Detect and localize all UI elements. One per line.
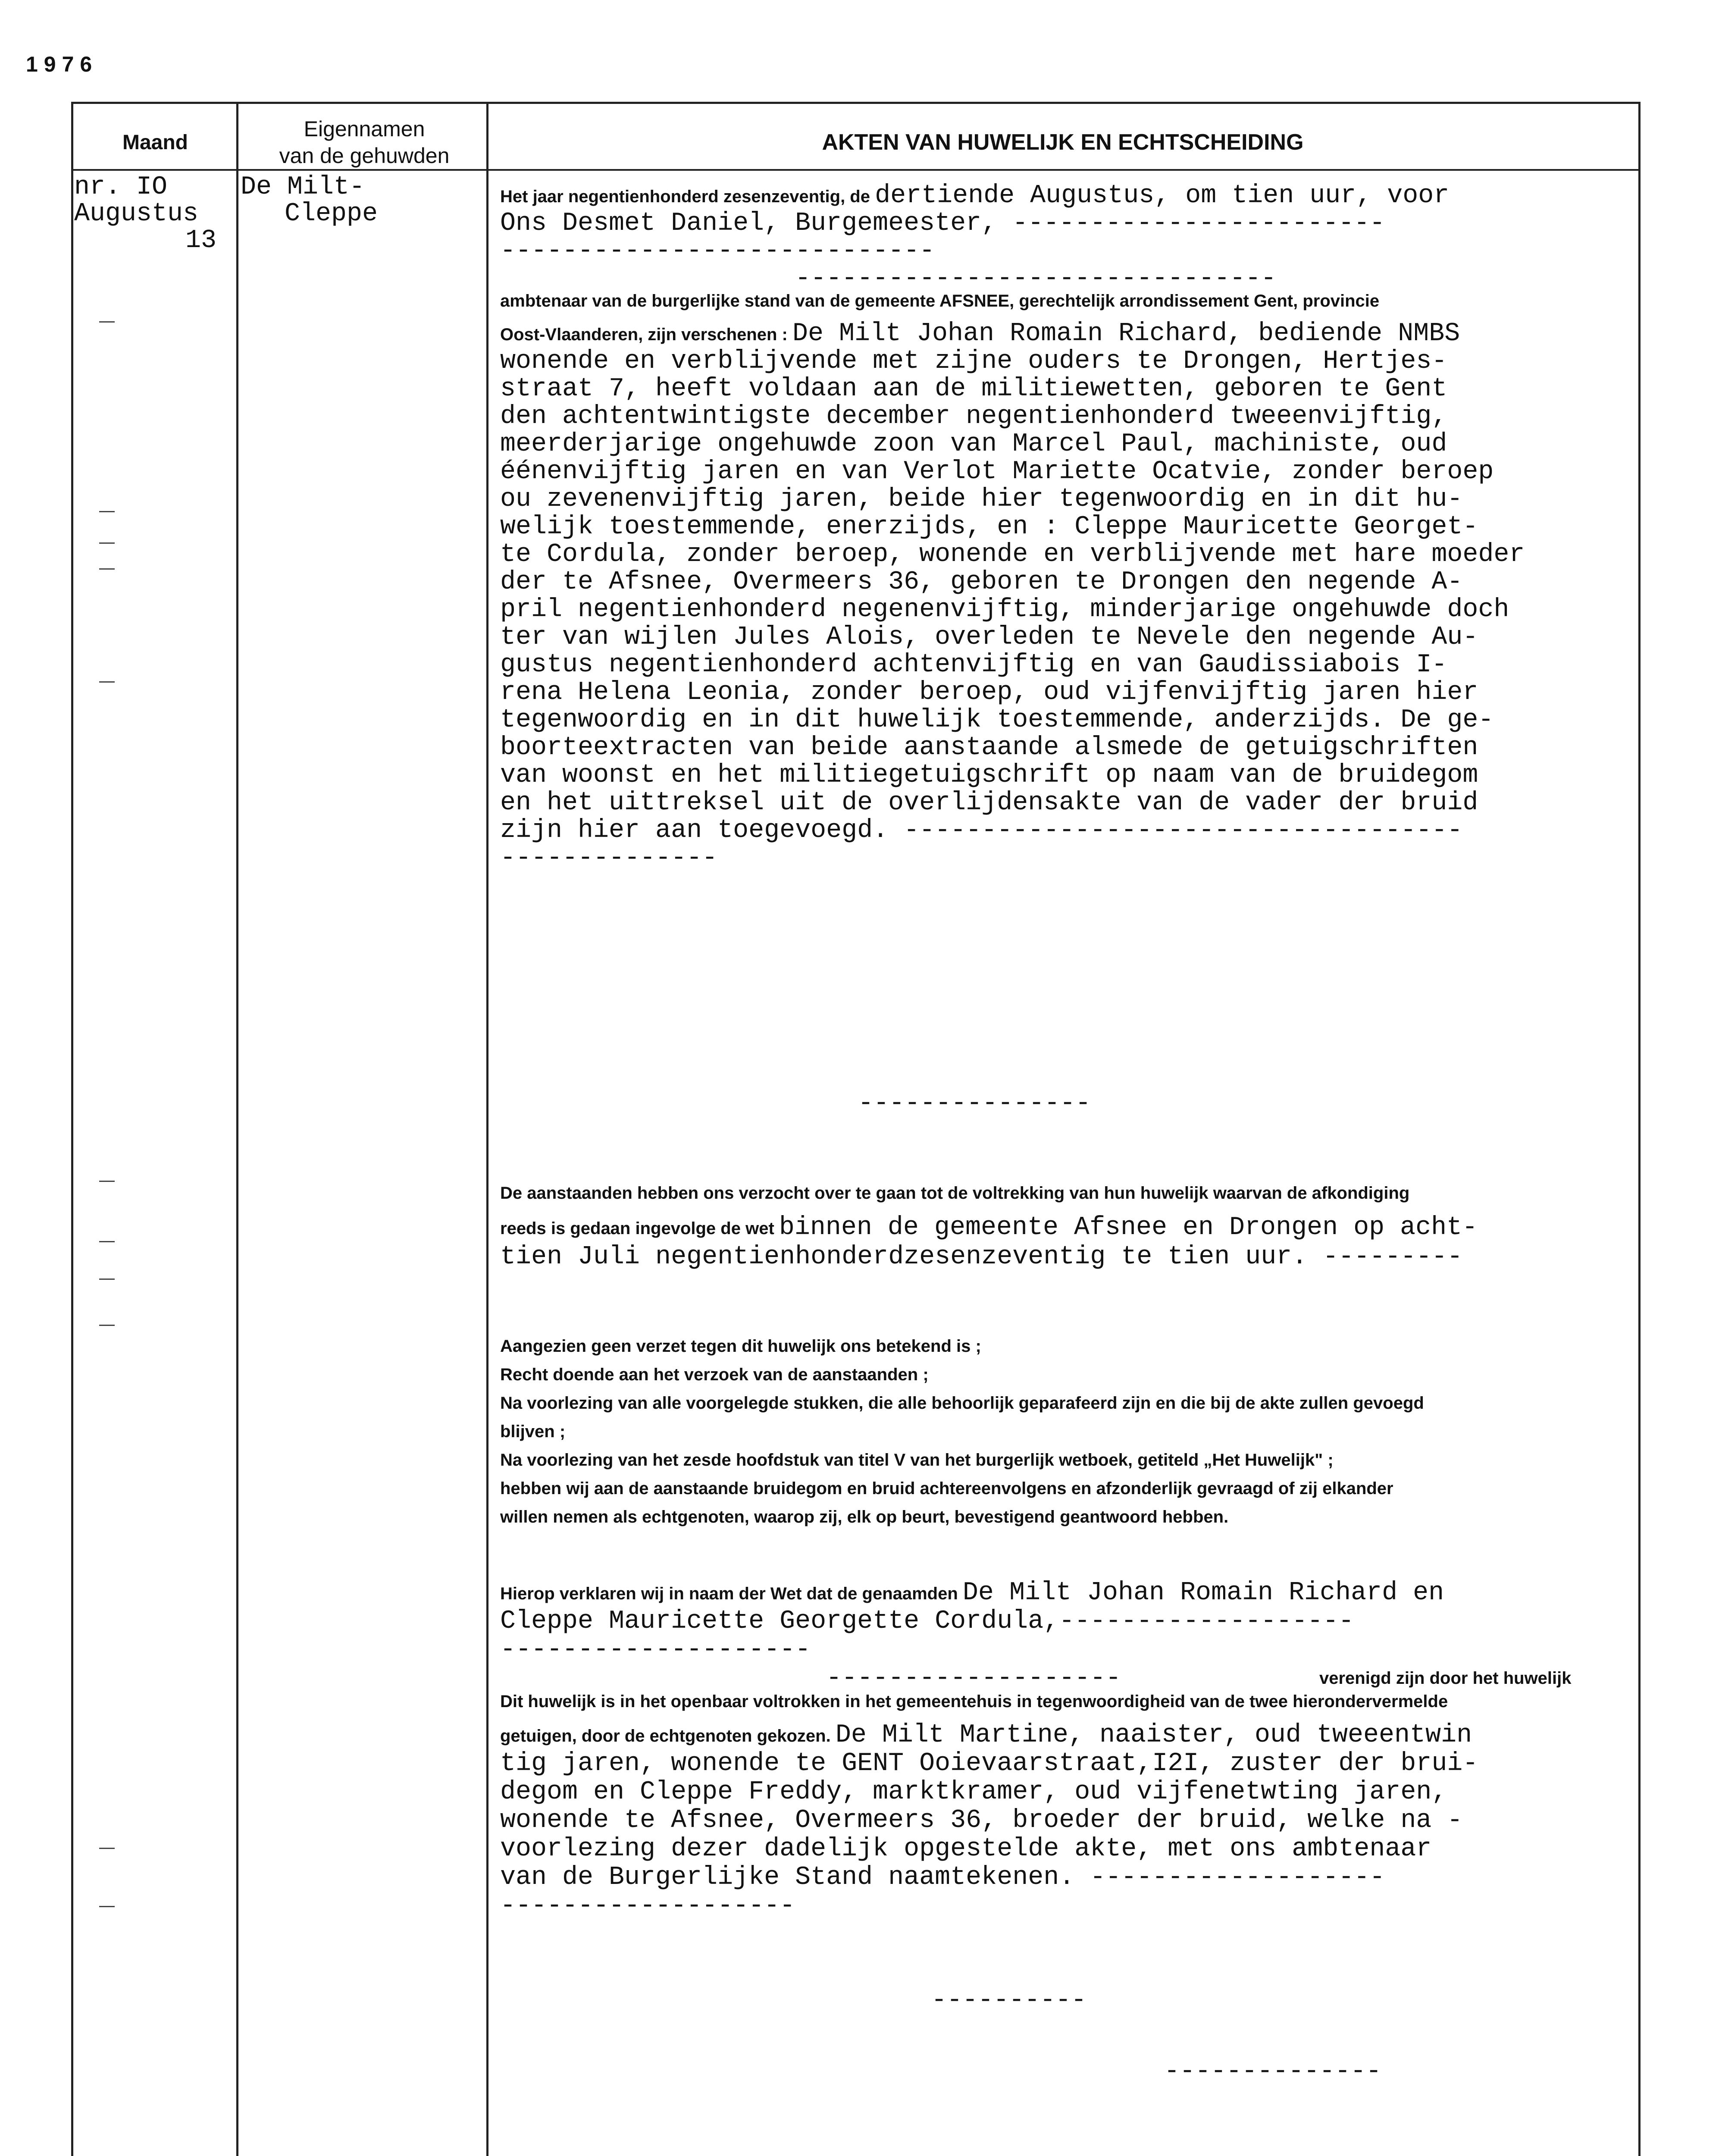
entry-number: nr. IO (74, 172, 168, 202)
header-month: Maand (122, 131, 188, 154)
act-line (500, 1607, 1354, 1639)
printed-text: willen nemen als echtgenoten, waarop zij, elk op beurt, bevestigend geantwoord hebben. (500, 1507, 1229, 1526)
margin-tick (99, 321, 115, 323)
frame-left (71, 102, 73, 2156)
act-line (500, 1242, 1462, 1275)
typed-text: ------------------- (500, 1664, 1121, 1693)
act-line (500, 1891, 795, 1924)
typed-text: éénenvijftig jaren en van Verlot Mariette Ocatvie, zonder beroep (500, 457, 1494, 486)
typed-text: te Cordula, zonder beroep, wonende en verblijvende met hare moeder (500, 540, 1525, 569)
margin-tick (99, 1325, 115, 1326)
printed-text: De aanstaanden hebben ons verzocht over te gaan tot de voltrekking van hun huwelijk waarvan de afkondiging (500, 1184, 1410, 1203)
act-line (500, 1578, 1444, 1611)
act-line (500, 1806, 1462, 1839)
typed-text: en het uittreksel uit de overlijdensakte van de vader der bruid (500, 788, 1478, 818)
act-line (500, 1337, 981, 1369)
entry-day: 13 (185, 226, 217, 255)
printed-text: Recht doende aan het verzoek van de aanstaanden ; (500, 1365, 929, 1384)
printed-text: reeds is gedaan ingevolge de wet (500, 1219, 779, 1238)
header-names-line2: van de gehuwden (279, 144, 450, 168)
typed-text: binnen de gemeente Afsnee en Drongen op acht- (779, 1213, 1478, 1242)
margin-tick (99, 1181, 115, 1182)
end-dash-2: -------------- (1164, 2057, 1382, 2086)
act-line (500, 1451, 1334, 1483)
act-line (500, 1184, 1409, 1216)
signatures-area (474, 2109, 1638, 2156)
margin-tick (99, 1279, 115, 1280)
act-line (500, 1720, 1472, 1753)
typed-text: degom en Cleppe Freddy, marktkramer, oud vijfenetwting jaren, (500, 1777, 1447, 1807)
printed-text: hebben wij aan de aanstaande bruidegom en bruid achtereenvolgens en afzonderlijk gevraagd of zij elkander (500, 1479, 1393, 1498)
printed-text: Na voorlezing van het zesde hoofdstuk van titel V van het burgerlijk wetboek, getiteld „Het Huwelijk" ; (500, 1451, 1334, 1470)
typed-text: ou zevenenvijftig jaren, beide hier tegenwoordig en in dit hu- (500, 485, 1463, 514)
typed-text: -------------- (500, 843, 718, 873)
printed-text: blijven ; (500, 1422, 566, 1441)
typed-text: pril negentienhonderd negenenvijftig, minderjarige ongehuwde doch (500, 595, 1509, 624)
typed-text: dertiende Augustus, om tien uur, voor (875, 181, 1450, 210)
typed-text: gustus negentienhonderd achtenvijftig en van Gaudissiabois I- (500, 650, 1447, 680)
act-line (500, 1834, 1431, 1867)
entry-month: Augustus (74, 199, 199, 229)
typed-text: De Milt Johan Romain Richard, bediende NMBS (792, 319, 1460, 348)
typed-text: De Milt Martine, naaister, oud tweeentwin (835, 1720, 1472, 1750)
typed-text: ------------------------------- (500, 264, 1277, 293)
frame-right (1638, 102, 1641, 2156)
end-dash-1: ---------- (931, 1986, 1087, 2015)
typed-text: Cleppe Mauricette Georgette Cordula,------------------- (500, 1607, 1354, 1636)
column-divider-2 (486, 102, 488, 2156)
typed-text: tig jaren, wonende te GENT Ooievaarstraat,I2I, zuster der brui- (500, 1749, 1478, 1778)
typed-text: wonende en verblijvende met zijne ouders te Drongen, Hertjes- (500, 347, 1447, 376)
typed-text: tegenwoordig en in dit huwelijk toestemmende, anderzijds. De ge- (500, 705, 1494, 735)
margin-tick (99, 568, 115, 570)
typed-text: boorteextracten van beide aanstaande alsmede de getuigschriften (500, 733, 1478, 762)
printed-text: ambtenaar van de burgerlijke stand van de gemeente AFSNEE, gerechtelijk arrondissement Gent, provincie (500, 291, 1380, 310)
act-line (500, 1507, 1228, 1540)
header-names (241, 103, 487, 181)
act-line (500, 1863, 1385, 1896)
typed-text: meerderjarige ongehuwde zoon van Marcel Paul, machiniste, oud (500, 429, 1447, 459)
act-line (500, 1664, 1121, 1696)
header-names-line1: Eigennamen (304, 117, 425, 141)
margin-tick (99, 681, 115, 683)
year-heading: 1976 (26, 52, 98, 76)
margin-tick (99, 1241, 115, 1242)
typed-text: tien Juli negentienhonderdzesenzeventig te tien uur. --------- (500, 1242, 1463, 1272)
act-line (500, 1394, 1424, 1426)
typed-text: straat 7, heeft voldaan aan de militiewetten, geboren te Gent (500, 374, 1447, 404)
act-line (500, 1213, 1478, 1246)
typed-text: Ons Desmet Daniel, Burgemeester, ------------------------ (500, 209, 1385, 238)
typed-text: der te Afsnee, Overmeers 36, geboren te Drongen den negende A- (500, 567, 1463, 597)
printed-text: Aangezien geen verzet tegen dit huwelijk ons betekend is ; (500, 1337, 981, 1356)
printed-text: Na voorlezing van alle voorgelegde stukken, die alle behoorlijk geparafeerd zijn en die bij de akte zullen gevoegd (500, 1394, 1424, 1413)
column-divider-1 (236, 102, 238, 2156)
separator-dash: --------------- (858, 1089, 1091, 1118)
typed-text: zijn hier aan toegevoegd. ------------------------------------ (500, 816, 1463, 845)
act-line (500, 1749, 1478, 1782)
entry-names-line2: Cleppe (285, 199, 378, 229)
printed-text: Hierop verklaren wij in naam der Wet dat de genaamden (500, 1584, 963, 1603)
header-title: AKTEN VAN HUWELIJK EN ECHTSCHEIDING (822, 130, 1304, 155)
typed-text: ter van wijlen Jules Alois, overleden te Nevele den negende Au- (500, 623, 1478, 652)
typed-text: De Milt Johan Romain Richard en (962, 1578, 1444, 1608)
typed-text: wonende te Afsnee, Overmeers 36, broeder der bruid, welke na - (500, 1806, 1463, 1835)
typed-text: van de Burgerlijke Stand naamtekenen. ------------------- (500, 1863, 1385, 1892)
printed-text: getuigen, door de echtgenoten gekozen. (500, 1727, 836, 1745)
printed-text: Oost-Vlaanderen, zijn verschenen : (500, 325, 792, 344)
united-suffix: verenigd zijn door het huwelijk (1319, 1669, 1572, 1688)
act-line (500, 1365, 929, 1398)
entry-names-line1: De Milt- (241, 172, 365, 202)
typed-text: van woonst en het militiegetuigschrift op naam van de bruidegom (500, 761, 1478, 790)
act-line (500, 1479, 1393, 1512)
typed-text: rena Helena Leonia, zonder beroep, oud vijfenvijftig jaren hier (500, 678, 1478, 707)
typed-text: welijk toestemmende, enerzijds, en : Cleppe Mauricette Georget- (500, 512, 1478, 542)
typed-text: voorlezing dezer dadelijk opgestelde akte, met ons ambtenaar (500, 1834, 1432, 1864)
margin-tick (99, 1906, 115, 1907)
act-line (500, 843, 717, 876)
typed-text: ---------------------------- (500, 236, 935, 266)
typed-text: ------------------- (500, 1891, 795, 1921)
printed-text: Het jaar negentienhonderd zesenzeventig, de (500, 187, 875, 206)
margin-tick (99, 511, 115, 512)
typed-text: -------------------- (500, 1635, 811, 1664)
margin-tick (99, 1848, 115, 1849)
act-line (500, 1692, 1448, 1725)
act-line (500, 1777, 1447, 1810)
act-line (500, 1422, 565, 1455)
act-line (500, 1635, 811, 1668)
printed-text: Dit huwelijk is in het openbaar voltrokken in het gemeentehuis in tegenwoordigheid van de twee hierondervermelde (500, 1692, 1448, 1711)
margin-tick (99, 542, 115, 544)
typed-text: den achtentwintigste december negentienhonderd tweeenvijftig, (500, 402, 1447, 431)
